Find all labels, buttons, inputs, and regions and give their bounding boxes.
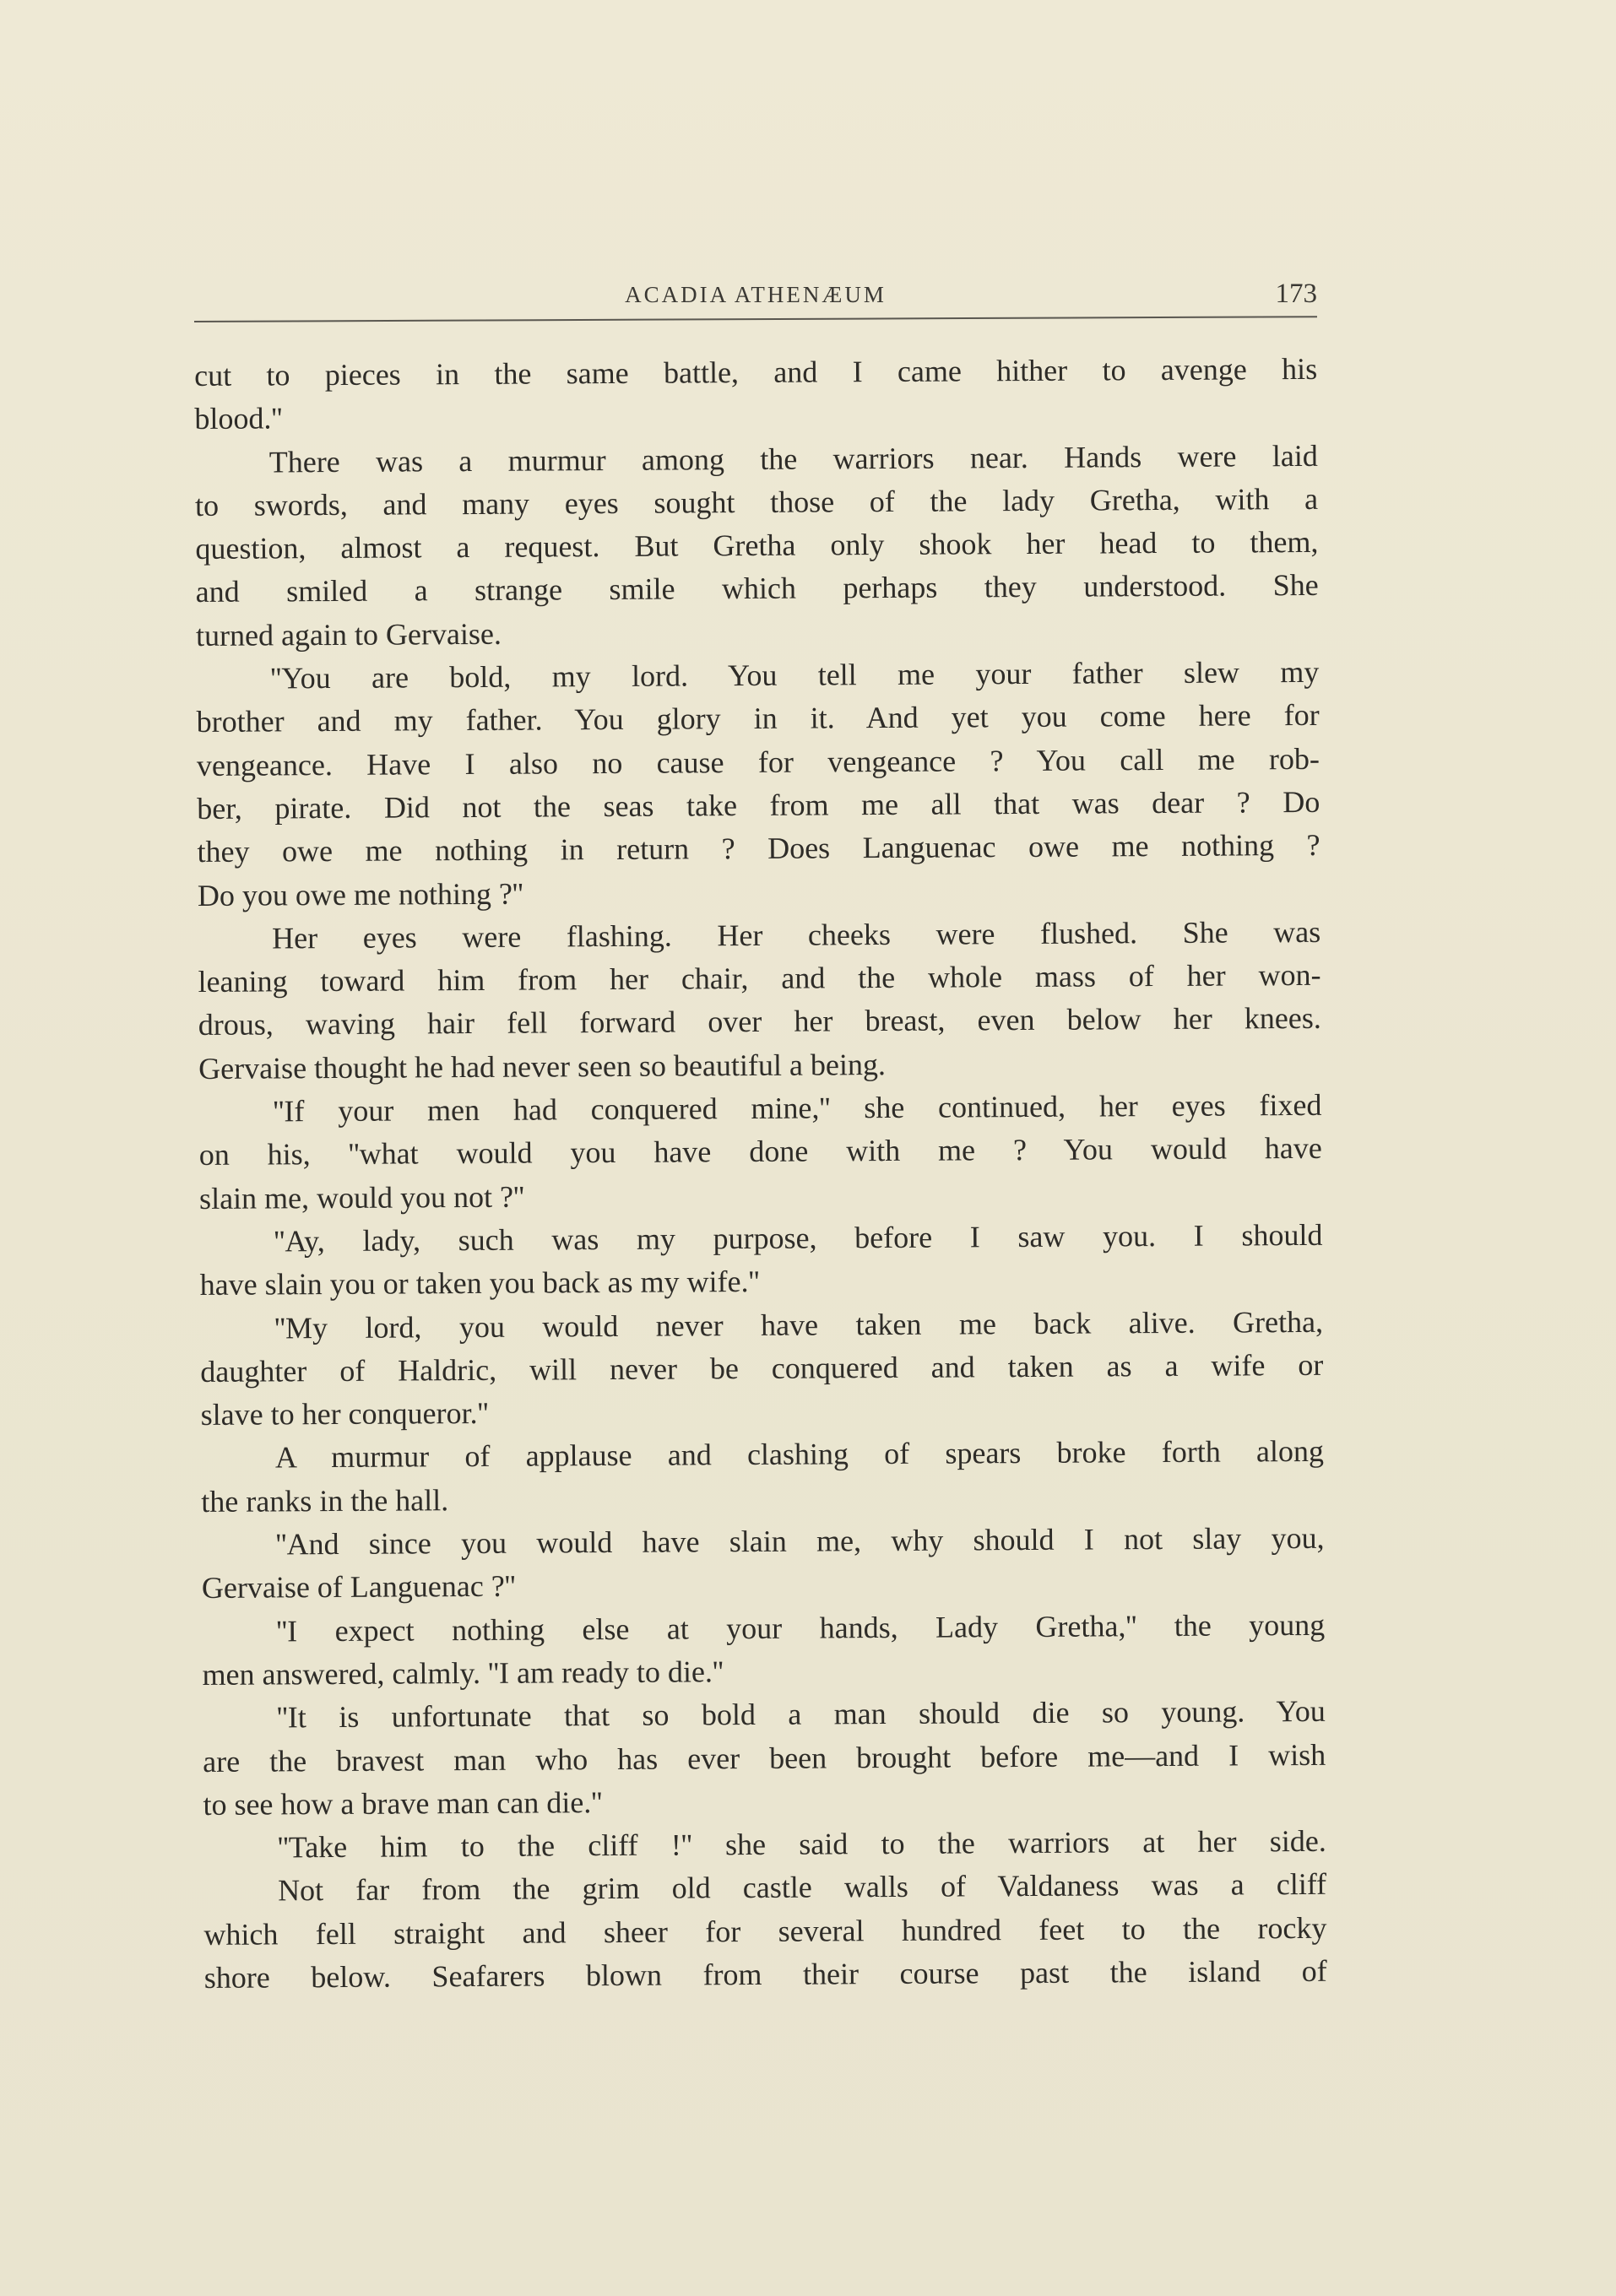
text-line: daughter of Haldric, will never be conquered and taken as a wife or [200, 1347, 1324, 1389]
text-line: men answered, calmly. ''I am ready to die.'' [202, 1654, 724, 1692]
text-line: Gervaise thought he had never seen so beautiful a being. [198, 1047, 887, 1086]
text-line: on his, ''what would you have done with me ? You would have [198, 1131, 1322, 1172]
text-line: leaning toward him from her chair, and the whole mass of her won- [198, 958, 1321, 999]
text-line: are the bravest man who has ever been brought before me—and I wish [203, 1737, 1326, 1779]
text-line: which fell straight and sheer for several hundred feet to the rocky [203, 1910, 1327, 1952]
text-line: Not far from the grim old castle walls of Valdaness was a cliff [277, 1867, 1327, 1908]
text-line: drous, waving hair fell forward over her breast, even below her knees. [198, 1001, 1321, 1042]
text-line: ''And since you would have slain me, why should I not slay you, [275, 1520, 1325, 1562]
text-line: slain me, would you not ?'' [198, 1179, 525, 1216]
text-line: ''If your men had conquered mine,'' she continued, her eyes fixed [273, 1087, 1322, 1129]
text-line: the ranks in the hall. [201, 1482, 449, 1519]
running-head [194, 279, 1317, 312]
page-number: 173 [1275, 279, 1317, 309]
body-text [194, 348, 1327, 2000]
text-line: There was a murmur among the warriors near. Hands were laid [268, 438, 1318, 479]
text-line: question, almost a request. But Gretha only shook her head to them, [195, 525, 1319, 566]
text-line: blood.'' [194, 401, 283, 436]
text-line: and smiled a strange smile which perhaps they understood. She [195, 568, 1319, 609]
text-line: ''My lord, you would never have taken me back alive. Gretha, [274, 1304, 1324, 1345]
text-line: Her eyes were flashing. Her cheeks were flushed. She was [272, 914, 1321, 956]
text-line: turned again to Gervaise. [195, 616, 502, 653]
text-line: to swords, and many eyes sought those of the lady Gretha, with a [194, 481, 1319, 523]
text-line: have slain you or taken you back as my wife.'' [199, 1264, 760, 1302]
text-line: Do you owe me nothing ?'' [197, 876, 523, 912]
text-line: shore below. Seafarers blown from their course past the island of [203, 1953, 1327, 1995]
header-rule [194, 316, 1317, 322]
text-line: ''Take him to the cliff !'' she said to the warriors at her side. [277, 1823, 1326, 1865]
text-line: brother and my father. You glory in it. And yet you come here for [196, 698, 1320, 739]
text-line: slave to her conqueror.'' [200, 1396, 489, 1432]
text-line: A murmur of applause and clashing of spears broke forth along [274, 1434, 1325, 1475]
text-line: cut to pieces in the same battle, and I came hither to avenge his [194, 351, 1318, 393]
text-line: ''Ay, lady, such was my purpose, before I saw you. I should [274, 1217, 1323, 1259]
text-line: they owe me nothing in return ? Does Languenac owe me nothing ? [197, 828, 1320, 869]
running-title: ACADIA ATHENÆUM [625, 282, 887, 307]
text-line: ''I expect nothing else at your hands, Lady Gretha,'' the young [276, 1607, 1326, 1649]
text-line: vengeance. Have I also no cause for vengeance ? You call me rob- [196, 741, 1320, 782]
text-line: Gervaise of Languenac ?'' [201, 1569, 516, 1606]
text-line: to see how a brave man can die.'' [203, 1784, 603, 1822]
text-line: ber, pirate. Did not the seas take from me all that was dear ? Do [197, 784, 1320, 826]
text-line: ''You are bold, my lord. You tell me your father slew my [270, 654, 1320, 696]
text-line: ''It is unfortunate that so bold a man should die so young. You [276, 1694, 1326, 1735]
